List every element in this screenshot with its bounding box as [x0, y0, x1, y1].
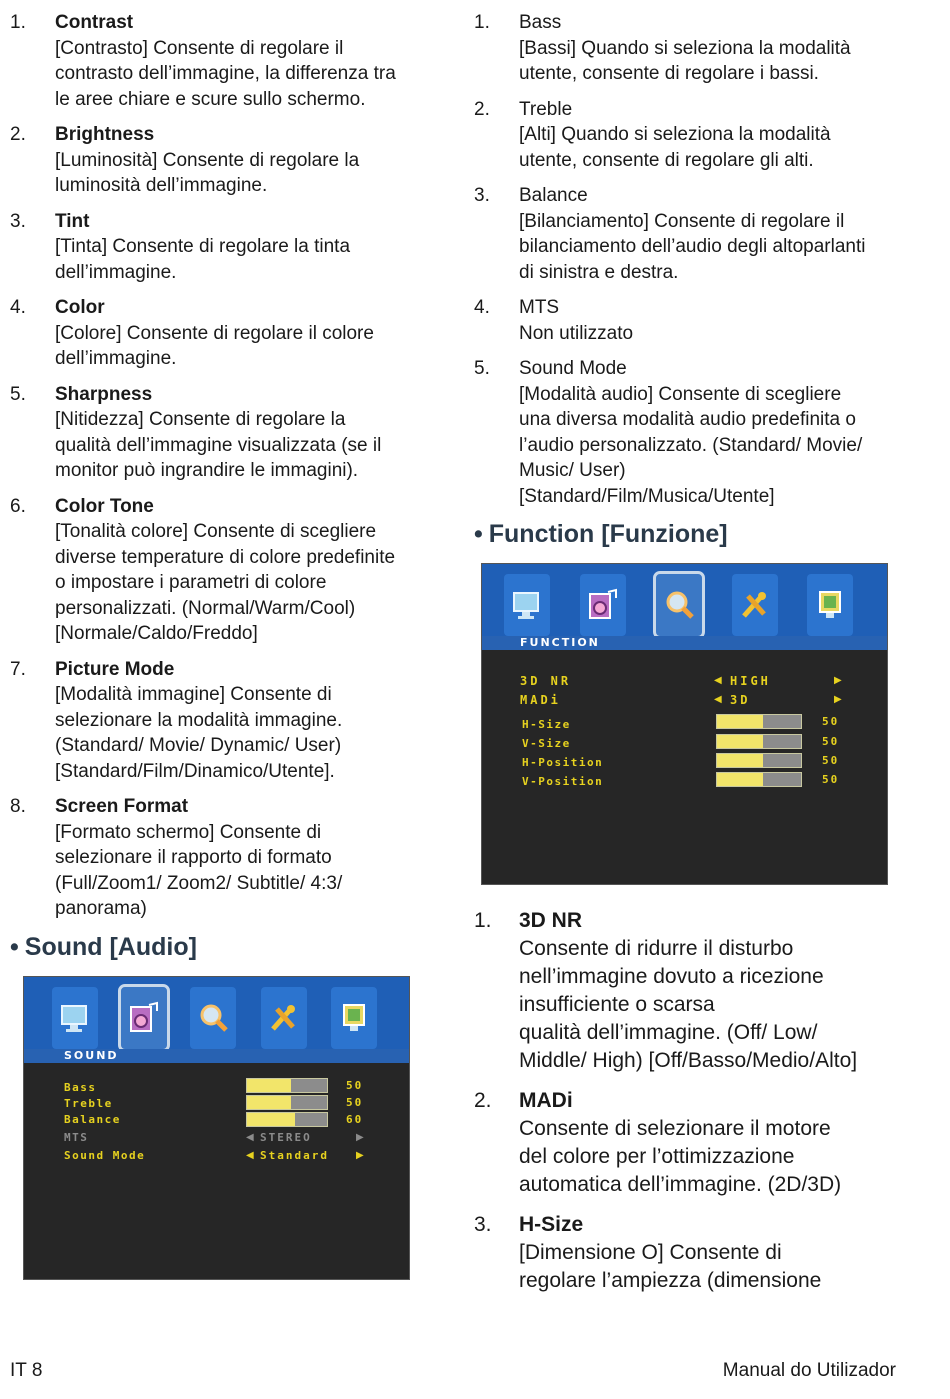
- item-text: [Bilanciamento] Consente di regolare il bilanciamento dell’audio degli altoparlanti di sinistra e destra.: [519, 210, 866, 283]
- heading-text: Sound [Audio]: [24, 932, 197, 961]
- item-number: 1.: [10, 12, 26, 33]
- item-text: [Modalità immagine] Consente di selezionare la modalità immagine. (Standard/ Movie/ Dynamic/ User) [Standard/Film/Dinamico/Utente].: [55, 684, 343, 782]
- left-arrow-icon: ◀: [246, 1149, 254, 1161]
- osd-row-value: HIGH: [730, 674, 771, 688]
- item-title: Bass: [519, 12, 562, 33]
- osd-row-label: Sound Mode: [64, 1148, 146, 1162]
- left-arrow-icon: ◀: [714, 675, 722, 686]
- item-number: 4.: [474, 297, 490, 318]
- osd-row-label: Treble: [64, 1096, 113, 1110]
- item-number: 1.: [474, 909, 492, 932]
- item-title: Balance: [519, 185, 588, 206]
- list-item-bass: [474, 10, 914, 87]
- item-text: [Formato schermo] Consente di selezionare il rapporto di formato (Full/Zoom1/ Zoom2/ Subtitle/ 4:3/ panorama): [55, 821, 343, 919]
- list-item-h-size: [474, 1211, 914, 1295]
- item-number: 5.: [10, 383, 26, 405]
- list-item-color: [10, 295, 430, 372]
- item-text: Consente di ridurre il disturbo nell’immagine dovuto a ricezione insufficiente o scarsa qualità dell’immagine. (Off/ Low/ Middle/ High) [Off/Basso/Medio/Alto]: [519, 937, 858, 1072]
- item-text: [Tinta] Consente di regolare la tinta dell’immagine.: [55, 236, 351, 283]
- item-text: [Alti] Quando si seleziona la modalità utente, consente di regolare gli alti.: [519, 124, 831, 171]
- osd-row-value: STEREO: [260, 1130, 312, 1144]
- list-item-screen-format: [10, 794, 430, 922]
- item-title: Contrast: [55, 12, 134, 33]
- right-arrow-icon: ▶: [356, 1131, 364, 1143]
- picture-tab-icon: [504, 574, 550, 636]
- list-item-tint: [10, 209, 430, 286]
- item-title: Sharpness: [55, 383, 153, 405]
- osd-row-label: Balance: [64, 1112, 121, 1126]
- item-number: 5.: [474, 358, 490, 379]
- item-text: [Tonalità colore] Consente di scegliere diverse temperature di colore predefinite o impostare i parametri di colore personalizzati. (Normal/Warm/Cool) [Normale/Caldo/Freddo]: [55, 521, 396, 644]
- left-column: [10, 10, 430, 1280]
- osd-row-value: 50: [822, 715, 840, 728]
- item-title: 3D NR: [519, 909, 583, 932]
- right-column: [474, 10, 914, 1307]
- list-item-balance: [474, 183, 914, 285]
- item-text: [Contrasto] Consente di regolare il contrasto dell’immagine, la differenza tra le aree chiare e scure sullo schermo.: [55, 37, 396, 110]
- left-arrow-icon: ◀: [246, 1131, 254, 1143]
- tools-tab-icon: [261, 987, 307, 1049]
- item-title: Picture Mode: [55, 658, 175, 680]
- osd-row-label: Bass: [64, 1080, 97, 1094]
- item-number: 7.: [10, 658, 26, 680]
- sound-tab-icon: [121, 987, 167, 1049]
- osd-row-value: 50: [822, 735, 840, 748]
- item-number: 1.: [474, 12, 490, 33]
- list-item-color-tone: [10, 494, 430, 647]
- item-title: H-Size: [519, 1213, 584, 1236]
- sound-osd-screenshot: [23, 976, 410, 1280]
- osd-slider: [716, 753, 802, 768]
- osd-row-value: 3D: [730, 693, 751, 707]
- item-text: Non utilizzato: [519, 322, 634, 344]
- item-text: [Colore] Consente di regolare il colore dell’immagine.: [55, 322, 374, 369]
- heading-text: Function [Funzione]: [488, 520, 728, 548]
- item-title: Color: [55, 297, 105, 318]
- left-arrow-icon: ◀: [714, 694, 722, 705]
- function-tab-icon: [190, 987, 236, 1049]
- item-number: 2.: [474, 1089, 492, 1112]
- item-text: Consente di selezionare il motore del colore per l’ottimizzazione automatica dell’immagine. (2D/3D): [519, 1117, 842, 1196]
- item-number: 2.: [474, 98, 490, 120]
- sound-section-heading: [10, 932, 430, 962]
- item-number: 3.: [10, 210, 26, 232]
- source-tab-icon: [331, 987, 377, 1049]
- function-osd-screenshot: [481, 563, 888, 885]
- item-title: Brightness: [55, 124, 155, 145]
- page-number: IT 8: [10, 1360, 43, 1381]
- osd-row-label: MTS: [64, 1130, 89, 1144]
- osd-row-label: MADi: [520, 693, 561, 707]
- tools-tab-icon: [732, 574, 778, 636]
- item-title: Color Tone: [55, 495, 154, 517]
- right-arrow-icon: ▶: [834, 694, 842, 705]
- osd-row-label: V-Position: [522, 775, 604, 788]
- sound-tab-icon: [580, 574, 626, 636]
- osd-row-value: 50: [822, 773, 840, 786]
- osd-row-value: Standard: [260, 1148, 329, 1162]
- right-arrow-icon: ▶: [834, 675, 842, 686]
- source-tab-icon: [807, 574, 853, 636]
- item-text: [Modalità audio] Consente di scegliere una diversa modalità audio predefinita o l’audio personalizzato. (Standard/ Movie/ Music/ User) [Standard/Film/Musica/Utente]: [519, 383, 863, 507]
- item-title: Screen Format: [55, 796, 189, 817]
- picture-tab-icon: [52, 987, 98, 1049]
- osd-menu-title: SOUND: [24, 1049, 409, 1063]
- right-arrow-icon: ▶: [356, 1149, 364, 1161]
- list-item-3d-nr: [474, 907, 914, 1075]
- osd-menu-title: FUNCTION: [482, 636, 887, 650]
- item-text: [Bassi] Quando si seleziona la modalità utente, consente di regolare i bassi.: [519, 37, 851, 84]
- list-item-sharpness: [10, 382, 430, 484]
- osd-slider: [246, 1112, 328, 1127]
- osd-row-value: 50: [346, 1078, 364, 1092]
- osd-row-value: 50: [822, 754, 840, 767]
- osd-slider: [246, 1078, 328, 1093]
- bullet-icon: •: [10, 932, 19, 961]
- osd-slider: [246, 1095, 328, 1110]
- item-number: 6.: [10, 495, 26, 517]
- item-title: MTS: [519, 297, 560, 318]
- item-number: 3.: [474, 185, 490, 206]
- list-item-picture-mode: [10, 657, 430, 785]
- osd-row-value: 50: [346, 1095, 364, 1109]
- osd-slider: [716, 734, 802, 749]
- list-item-sound-mode: [474, 356, 914, 509]
- item-number: 4.: [10, 297, 26, 318]
- list-item-madi: [474, 1087, 914, 1199]
- item-number: 2.: [10, 124, 26, 145]
- osd-row-label: H-Position: [522, 756, 604, 769]
- osd-row-label: V-Size: [522, 737, 571, 750]
- list-item-contrast: [10, 10, 430, 112]
- item-text: [Dimensione O] Consente di regolare l’ampiezza (dimensione: [519, 1241, 822, 1292]
- bullet-icon: •: [474, 520, 483, 548]
- item-title: MADi: [519, 1089, 573, 1112]
- list-item-treble: [474, 97, 914, 174]
- function-tab-icon: [656, 574, 702, 636]
- item-title: Treble: [519, 98, 573, 120]
- osd-row-value: 60: [346, 1112, 364, 1126]
- list-item-mts: [474, 295, 914, 346]
- item-title: Tint: [55, 210, 90, 232]
- manual-title: Manual do Utilizador: [722, 1360, 896, 1381]
- osd-row-label: 3D NR: [520, 674, 572, 688]
- item-number: 3.: [474, 1213, 492, 1236]
- list-item-brightness: [10, 122, 430, 199]
- function-section-heading: [474, 519, 914, 549]
- item-text: [Luminosità] Consente di regolare la luminosità dell’immagine.: [55, 149, 360, 196]
- osd-slider: [716, 714, 802, 729]
- osd-slider: [716, 772, 802, 787]
- osd-row-label: H-Size: [522, 718, 571, 731]
- item-number: 8.: [10, 796, 26, 817]
- item-title: Sound Mode: [519, 358, 627, 379]
- item-text: [Nitidezza] Consente di regolare la qualità dell’immagine visualizzata (se il monitor può ingrandire le immagini).: [55, 409, 382, 481]
